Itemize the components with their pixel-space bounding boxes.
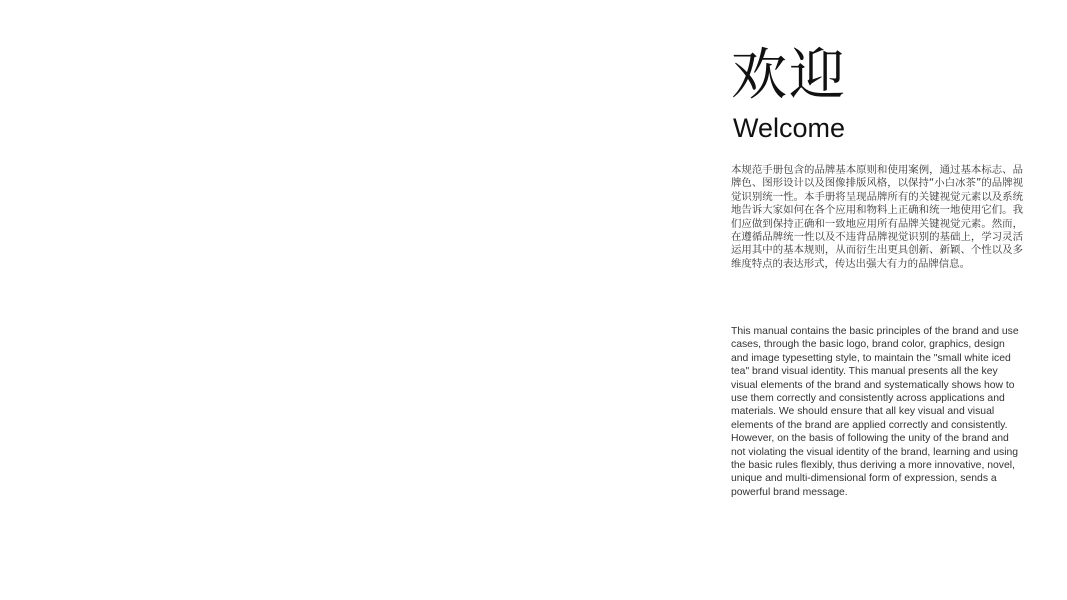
intro-paragraph-chinese: 本规范手册包含的品牌基本原则和使用案例，通过基本标志、品牌色、图形设计以及图像排版风格，以保持“小白冰茶”的品牌视觉识别统一性。本手册将呈现品牌所有的关键视觉元素以及系统地告诉大家如何在各个应用和物料上正确和统一地使用它们。我们应做到保持正确和一致地应用所有品牌关键视觉元素。然而，在遵循品牌统一性以及不违背品牌视觉识别的基础上，学习灵活运用其中的基本规则，从而衍生出更具创新、新颖、个性以及多维度特点的表达形式，传达出强大有力的品牌信息。 [731, 164, 1023, 270]
page-title-chinese: 欢迎 [731, 43, 847, 108]
intro-paragraph-english: This manual contains the basic principles of the brand and use cases, through the basic logo, brand color, graphics, design and image typesetting style, to maintain the "small white iced tea" brand visual identity. This manual presents all the key visual elements of the brand and systematically shows how to use them correctly and consistently across applications and materials. We should ensure that all key visual and visual elements of the brand are applied correctly and consistently. However, on the basis of following the unity of the brand and not violating the visual identity of the brand, learning and using the basic rules flexibly, thus deriving a more innovative, novel, unique and multi-dimensional form of expression, sends a powerful brand message. [731, 326, 1019, 498]
welcome-section [731, 42, 1031, 271]
page-title-english: Welcome [733, 113, 846, 143]
